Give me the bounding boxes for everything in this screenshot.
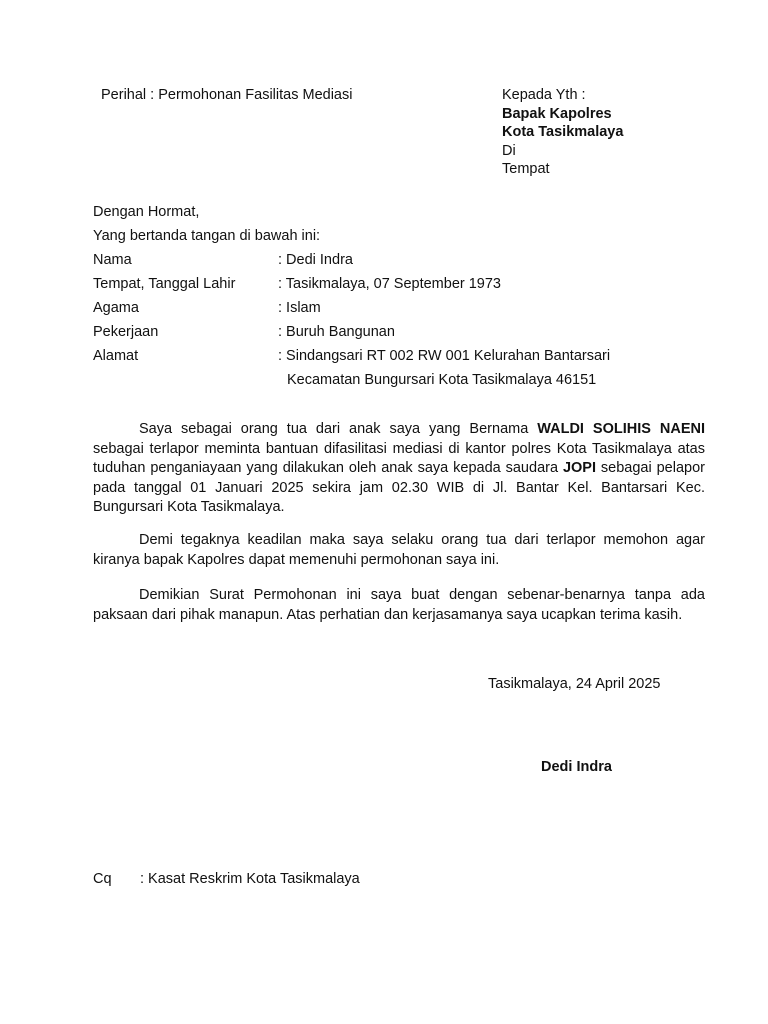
identity-value: : Islam [278,300,321,316]
intro-line: Yang bertanda tangan di bawah ini: [93,228,321,244]
recipient-place: Tempat [502,161,550,177]
body-paragraph-1 [93,420,705,518]
cc-label: Cq [93,871,112,887]
cc-value: : Kasat Reskrim Kota Tasikmalaya [140,871,360,887]
recipient-office: Kota Tasikmalaya [502,124,624,140]
p1-text-b: sebagai terlapor meminta bantuan difasilitasi mediasi di kantor polres Kota Tasikmalaya atas tuduhan penganiayaan yang dilakukan oleh anak saya kepada saudara [93,440,705,476]
body-paragraph-2: Demi tegaknya keadilan maka saya selaku orang tua dari terlapor memohon agar kiranya bapak Kapolres dapat memenuhi permohonan saya ini. [93,532,705,568]
identity-label: Agama [93,300,139,316]
recipient-greeting: Kepada Yth : [502,87,586,103]
recipient-title: Bapak Kapolres [502,106,612,122]
identity-value: : Sindangsari RT 002 RW 001 Kelurahan Bantarsari [278,348,611,364]
body-paragraph-3: Demikian Surat Permohonan ini saya buat dengan sebenar-benarnya tanpa ada paksaan dari pihak manapun. Atas perhatian dan kerjasamanya saya ucapkan terima kasih. [93,587,705,623]
place-date: Tasikmalaya, 24 April 2025 [488,676,661,692]
victim-name: JOPI [562,460,596,476]
identity-label: Pekerjaan [93,324,159,340]
identity-value: : Dedi Indra [278,252,353,268]
signer-name: Dedi Indra [541,759,612,775]
identity-label: Alamat [93,348,139,364]
subject-line: Perihal : Permohonan Fasilitas Mediasi [101,87,353,103]
recipient-di: Di [502,143,516,159]
p1-text-a: Saya sebagai orang tua dari anak saya yang Bernama [139,421,538,437]
identity-value: : Tasikmalaya, 07 September 1973 [278,276,502,292]
identity-label: Nama [93,252,132,268]
p1-text-c: sebagai pelapor pada tanggal 01 Januari 2025 sekira jam 02.30 WIB di Jl. Bantar Kel. Bantarsari Kec. Bungursari Kota Tasikmalaya. [93,460,705,515]
salutation: Dengan Hormat, [93,204,200,220]
address-continuation: Kecamatan Bungursari Kota Tasikmalaya 46151 [287,372,597,388]
identity-label: Tempat, Tanggal Lahir [93,276,236,292]
identity-value: : Buruh Bangunan [278,324,395,340]
child-name: WALDI SOLIHIS NAENI [537,421,705,437]
